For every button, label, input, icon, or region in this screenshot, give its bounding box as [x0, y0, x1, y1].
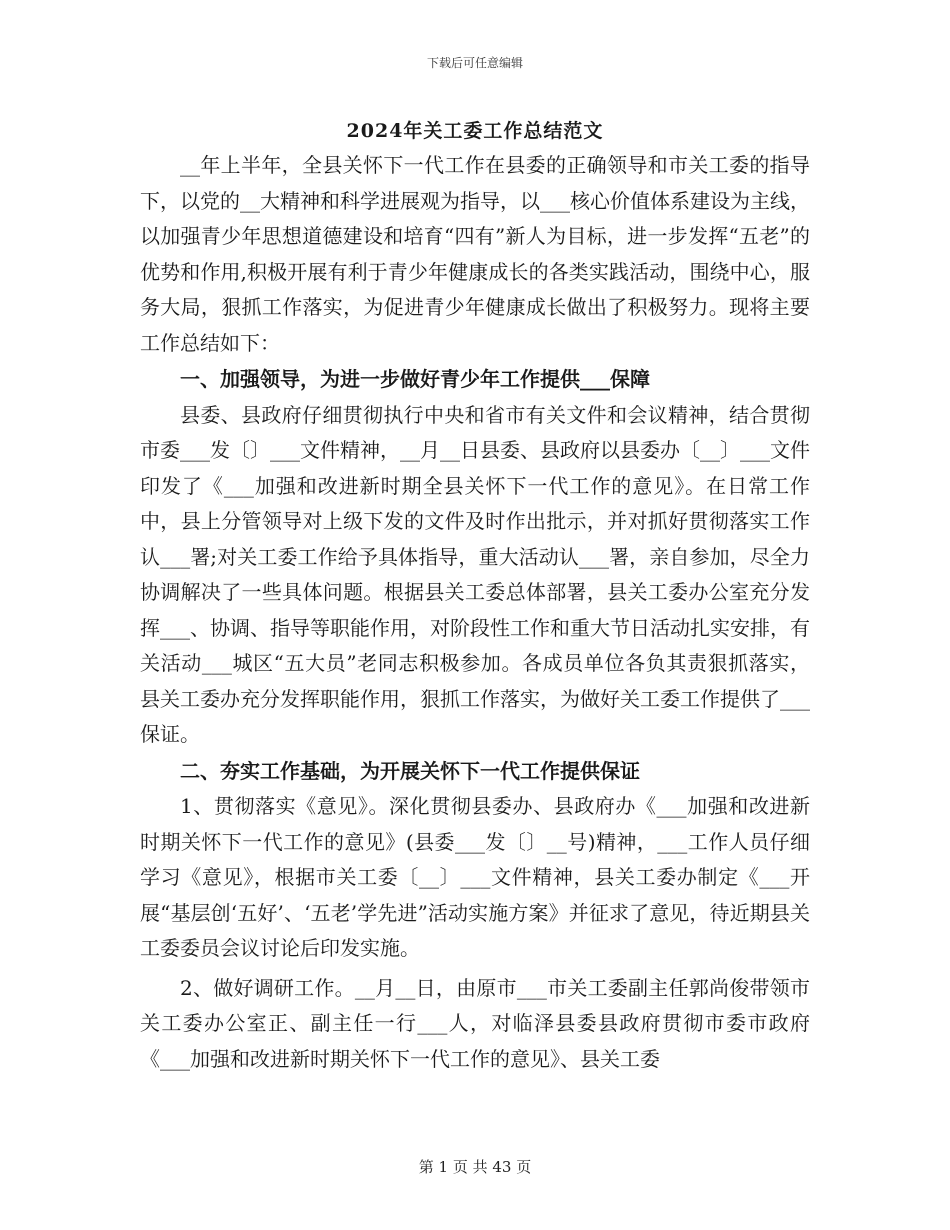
page-header-note: 下载后可任意编辑	[426, 56, 523, 70]
section-2-item-1: 1、贯彻落实《意见》。深化贯彻县委办、县政府办《___加强和改进新时期关怀下一代工作的意见》(县委___发〔〕__号)精神，___工作人员仔细学习《意见》，根据市关工委〔__〕___文件精神，县关工委办制定《___开展“基层创‘五好’、‘五老’学先进”活动实施方案》并征求了意见，待近期县关工委委员会议讨论后印发实施。	[140, 794, 810, 960]
page-number: 第 1 页 共 43 页	[418, 1158, 532, 1176]
document-title: 2024年关工委工作总结范文	[346, 120, 604, 142]
intro-paragraph: __年上半年，全县关怀下一代工作在县委的正确领导和市关工委的指导下，以党的__大精神和科学进展观为指导，以___核心价值体系建设为主线，以加强青少年思想道德建设和培育“四有”新人为目标，进一步发挥“五老”的优势和作用,积极开展有利于青少年健康成长的各类实践活动，围绕中心，服务大局，狠抓工作落实，为促进青少年健康成长做出了积极努力。现将主要工作总结如下：	[140, 153, 810, 355]
section-heading-2: 二、夯实工作基础，为开展关怀下一代工作提供保证	[180, 758, 640, 783]
section-1-paragraph: 县委、县政府仔细贯彻执行中央和省市有关文件和会议精神，结合贯彻市委___发〔〕___文件精神，__月__日县委、县政府以县委办〔__〕___文件印发了《___加强和改进新时期全县关怀下一代工作的意见》。在日常工作中，县上分管领导对上级下发的文件及时作出批示，并对抓好贯彻落实工作认___署;对关工委工作给予具体指导，重大活动认___署，亲自参加，尽全力协调解决了一些具体问题。根据县关工委总体部署，县关工委办公室充分发挥___、协调、指导等职能作用，对阶段性工作和重大节日活动扎实安排，有关活动___城区“五大员”老同志积极参加。各成员单位各负其责狠抓落实，县关工委办充分发挥职能作用，狠抓工作落实，为做好关工委工作提供了___保证。	[140, 402, 810, 746]
section-2-item-2: 2、做好调研工作。__月__日，由原市___市关工委副主任郭尚俊带领市关工委办公室正、副主任一行___人，对临泽县委县政府贯彻市委市政府《___加强和改进新时期关怀下一代工作的意见》、县关工委	[140, 975, 810, 1071]
document-body	[140, 148, 810, 1077]
section-heading-1: 一、加强领导，为进一步做好青少年工作提供___保障	[180, 367, 650, 391]
